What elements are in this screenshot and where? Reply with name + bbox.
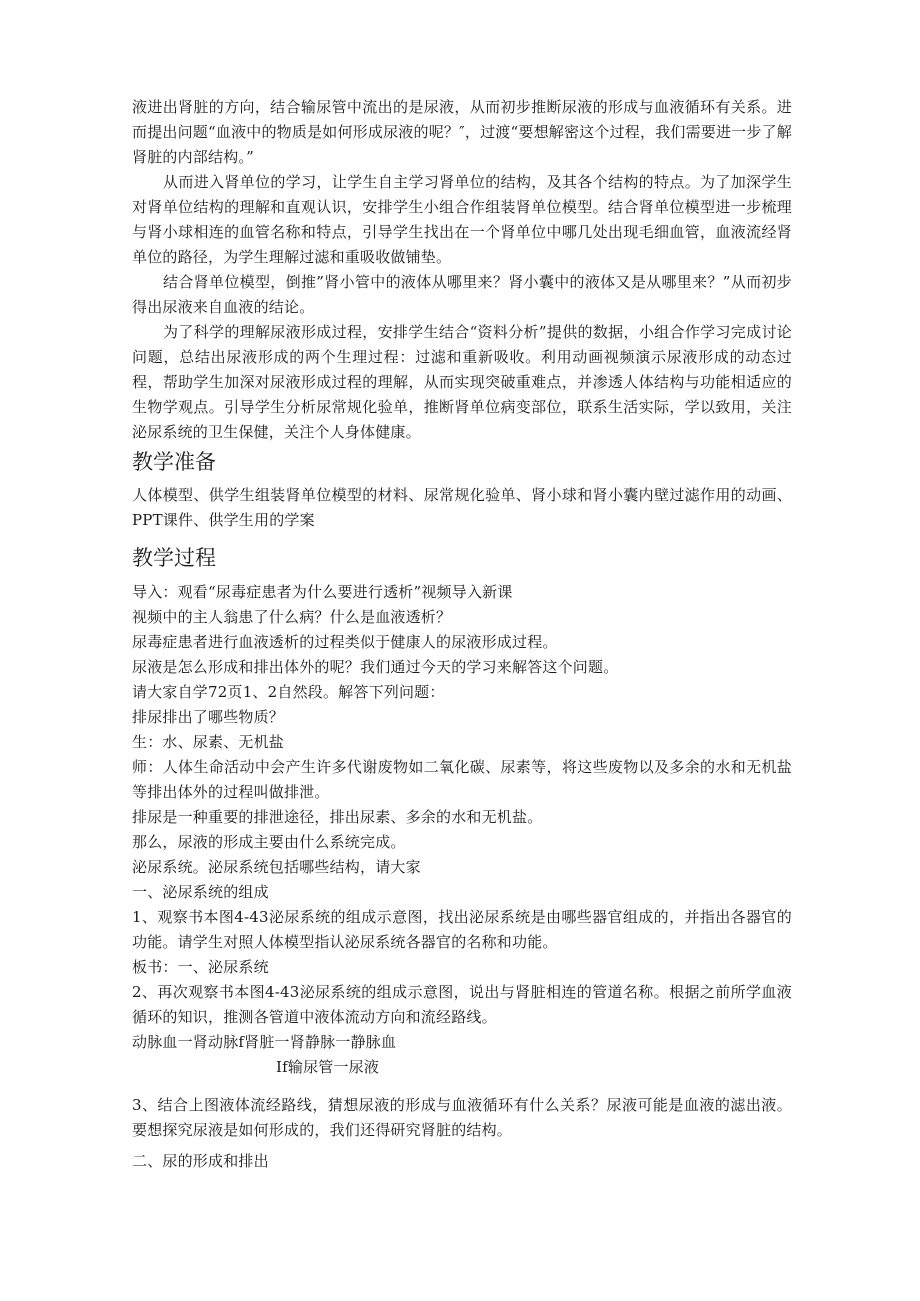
line-question-substances: 排尿排出了哪些物质？ (132, 708, 285, 726)
subsection-heading-formation: 二、尿的形成和排出 (132, 1152, 269, 1170)
line-urinary-system: 泌尿系统。泌尿系统包括哪些结构，请大家 (132, 858, 421, 876)
line-board-notes: 板书：一、泌尿系统 (132, 958, 269, 976)
paragraph-reverse-reasoning: 结合肾单位模型，倒推”肾小管中的液体从哪里来？肾小囊中的液体又是从哪里来？”从而初步得出尿液来自血液的结论。 (132, 273, 792, 316)
subsection-heading-composition: 一、泌尿系统的组成 (132, 883, 269, 901)
paragraph-task-1: 1、观察书本图4-43泌尿系统的组成示意图，找出泌尿系统是由哪些器官组成的，并指出各器官的功能。请学生对照人体模型指认泌尿系统各器官的名称和功能。 (132, 908, 792, 951)
line-urination-route: 排尿是一种重要的排泄途径，排出尿素、多余的水和无机盐。 (132, 808, 543, 826)
line-self-study: 请大家自学72页1、2自然段。解答下列问题： (132, 683, 445, 701)
flow-line-blood: 动脉血一肾动脉f肾脏一肾静脉一静脉血 (132, 1033, 397, 1051)
paragraph-urine-formation: 为了科学的理解尿液形成过程，安排学生结合“资料分析”提供的数据，小组合作学习完成讨论问题，总结出尿液形成的两个生理过程：过滤和重新吸收。利用动画视频演示尿液形成的动态过程，帮助学生加深对尿液形成过程的理解，从而实现突破重难点，并渗透人体结构与功能相适应的生物学观点。引导学生分析尿常规化验单，推断肾单位病变部位，联系生活实际，学以致用，关注泌尿系统的卫生保健，关注个人身体健康。 (132, 323, 792, 441)
paragraph-teacher-excretion: 师：人体生命活动中会产生许多代谢废物如二氧化碳、尿素等，将这些废物以及多余的水和无机盐等排出体外的过程叫做排泄。 (132, 758, 792, 801)
section-heading-preparation: 教学准备 (132, 450, 216, 474)
line-video-question: 视频中的主人翁患了什么病？什么是血液透析？ (132, 608, 452, 626)
line-lesson-goal: 尿液是怎么形成和排出体外的呢？我们通过今天的学习来解答这个问题。 (132, 658, 619, 676)
paragraph-task-2: 2、再次观察书本图4-43泌尿系统的组成示意图，说出与肾脏相连的管道名称。根据之前所学血液循环的知识，推测各管道中液体流动方向和流经路线。 (132, 983, 792, 1026)
flow-line-urine: If输尿管一尿液 (276, 1058, 380, 1076)
paragraph-task-3: 3、结合上图液体流经路线，猜想尿液的形成与血液循环有什么关系？尿液可能是血液的滤出液。要想探究尿液是如何形成的，我们还得研究肾脏的结构。 (132, 1096, 792, 1139)
paragraph-kidney-direction: 液进出肾脏的方向，结合输尿管中流出的是尿液，从而初步推断尿液的形成与血液循环有关系。进而提出问题“血液中的物质是如何形成尿液的呢？″，过渡“要想解密这个过程，我们需要进一步了解肾脏的内部结构。” (132, 98, 792, 166)
line-student-answer: 生：水、尿素、无机盐 (132, 733, 285, 751)
section-heading-process: 教学过程 (132, 546, 216, 570)
paragraph-nephron-study: 从而进入肾单位的学习，让学生自主学习肾单位的结构，及其各个结构的特点。为了加深学生对肾单位结构的理解和直观认识，安排学生小组合作组装肾单位模型。结合肾单位模型进一步梳理与肾小球相连的血管名称和特点，引导学生找出在一个肾单位中哪几处出现毛细血管，血液流经肾单位的路径，为学生理解过滤和重吸收做铺垫。 (132, 173, 792, 266)
paragraph-materials: 人体模型、供学生组装肾单位模型的材料、尿常规化验单、肾小球和肾小囊内壁过滤作用的动画、PPT课件、供学生用的学案 (132, 486, 792, 529)
line-system-question: 那么，尿液的形成主要由什么系统完成。 (132, 833, 406, 851)
line-dialysis-analogy: 尿毒症患者进行血液透析的过程类似于健康人的尿液形成过程。 (132, 633, 558, 651)
line-introduction: 导入：观看“尿毒症患者为什么要进行透析”视频导入新课 (132, 583, 513, 601)
